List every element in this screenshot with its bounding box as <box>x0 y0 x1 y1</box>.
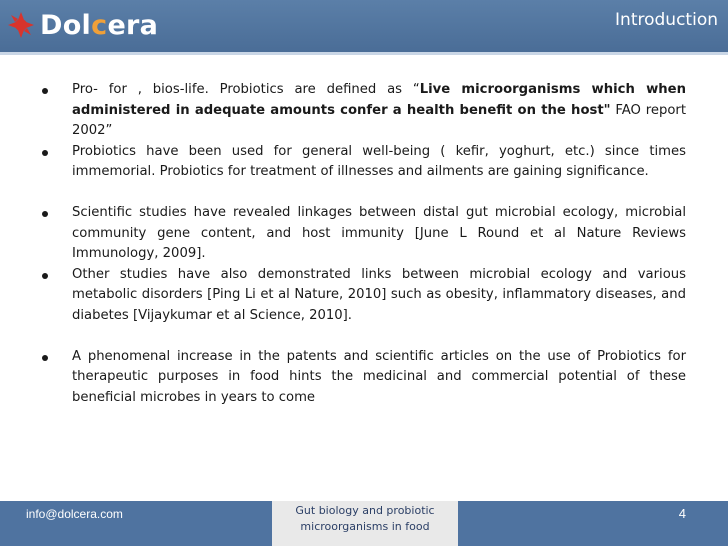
bullet-text: Other studies have also demonstrated links between microbial ecology and various metabolic disorders [Ping Li et al Nature, 2010] such as obesity, inflammatory diseases, and diabetes [Vijaykumar et al Science, 2010]. <box>72 266 686 323</box>
bullet-bold-text: Live microorganisms which when administered in adequate amounts confer a health benefit on the host" <box>72 82 686 118</box>
bullet-dot-icon <box>42 88 48 94</box>
bullet-list <box>36 80 686 183</box>
bullet-dot-icon <box>42 150 48 156</box>
footer-topic-line1: Gut biology and probiotic <box>295 504 435 517</box>
bullet-item <box>36 203 686 265</box>
bullet-dot-icon <box>42 211 48 217</box>
bullet-dot-icon <box>42 273 48 279</box>
bullet-text-suffix: FAO report 2002” <box>72 102 686 139</box>
spacer <box>36 183 686 203</box>
dolcera-logo <box>6 8 158 42</box>
slide-title: Introduction <box>615 10 718 30</box>
bullet-dot-icon <box>42 355 48 361</box>
bullet-text: Probiotics have been used for general well-being ( kefir, yoghurt, etc.) since times immemorial. Probiotics for treatment of illnesses and ailments are gaining significance. <box>72 143 686 180</box>
dolcera-logo-icon <box>6 10 36 40</box>
slide-content <box>36 80 686 408</box>
footer-bar <box>0 501 728 546</box>
bullet-text: Pro- for , bios-life. Probiotics are defined as “ <box>72 82 420 97</box>
bullet-item <box>36 80 686 142</box>
logo-wordmark: Dolcera <box>40 9 159 41</box>
bullet-text: A phenomenal increase in the patents and scientific articles on the use of Probiotics for therapeutic purposes in food hints the medicinal and commercial potential of these beneficial microbes in years to come <box>72 348 686 405</box>
bullet-item <box>36 347 686 409</box>
bullet-text: Scientific studies have revealed linkages between distal gut microbial ecology, microbial community gene content, and host immunity [June L Round et al Nature Reviews Immunology, 2009]. <box>72 204 686 262</box>
footer-topic-line2: microorganisms in food <box>300 520 430 533</box>
spacer <box>36 327 686 347</box>
header-divider <box>0 52 728 55</box>
bullet-list <box>36 347 686 409</box>
bullet-list <box>36 203 686 327</box>
bullet-item <box>36 265 686 327</box>
header-bar <box>0 0 728 52</box>
footer-email: info@dolcera.com <box>26 507 123 521</box>
page-number: 4 <box>678 506 686 521</box>
bullet-item <box>36 142 686 183</box>
footer-topic <box>272 501 458 546</box>
